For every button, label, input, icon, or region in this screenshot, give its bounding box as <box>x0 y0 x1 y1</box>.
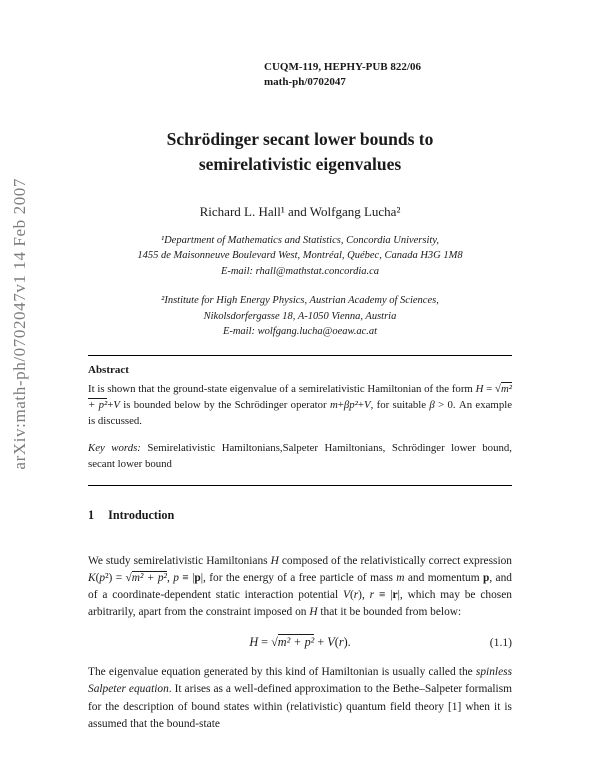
affiliation-1 <box>88 233 512 280</box>
divider-top <box>88 355 512 356</box>
section-number: 1 <box>88 507 95 522</box>
abstract-heading: Abstract <box>88 364 129 377</box>
keywords-line: Key words: Semirelativistic Hamiltonians,Salpeter Hamiltonians, Schrödinger lower bound, secant lower bound <box>88 441 512 470</box>
authors-line: Richard L. Hall¹ and Wolfgang Lucha² <box>199 203 401 219</box>
arxiv-id: math-ph/0702047 <box>264 76 346 89</box>
paper-content <box>88 60 512 744</box>
arxiv-watermark: arXiv:math-ph/0702047v1 14 Feb 2007 <box>10 178 29 470</box>
divider-section <box>88 485 512 486</box>
affiliation-2-email: E-mail: wolfgang.lucha@oeaw.ac.at <box>222 326 378 338</box>
affiliation-2-address: Nikolsdorfergasse 18, A-1050 Vienna, Austria <box>203 310 397 322</box>
intro-paragraph-2: The eigenvalue equation generated by this kind of Hamiltonian is usually called the spinless Salpeter equation. It arises as a well-defined approximation to the Bethe–Salpeter formalism for the description of bound states within (relativistic) quantum field theory [1] when it is assumed that the bound-state <box>88 666 512 730</box>
equation-1-1: H = √m² + p² + V(r). <box>249 635 351 650</box>
affiliation-1-address: 1455 de Maisonneuve Boulevard West, Montréal, Québec, Canada H3G 1M8 <box>137 250 463 262</box>
affiliation-2 <box>88 293 512 340</box>
report-number: CUQM-119, HEPHY-PUB 822/06 <box>264 61 421 73</box>
abstract-text: It is shown that the ground-state eigenvalue of a semirelativistic Hamiltonian of the form H = √m² + p²+V is bounded below by the Schrödinger operator m+βp²+V, for suitable β > 0. An example is discussed. <box>88 383 513 427</box>
section-heading-introduction <box>88 508 512 523</box>
paper-title-line1: Schrödinger secant lower bounds to <box>166 128 434 149</box>
paper-title <box>88 127 512 178</box>
preprint-identifiers <box>264 60 512 91</box>
equation-number: (1.1) <box>489 636 512 650</box>
affiliation-1-email: E-mail: rhall@mathstat.concordia.ca <box>220 266 380 278</box>
intro-paragraph-1: We study semirelativistic Hamiltonians H composed of the relativistically correct expression K(p²) = √m² + p², p ≡ |p|, for the energy of a free particle of mass m and momentum p, and of a coordinate-dependent static interaction potential V(r), r ≡ |r|, which may be chosen arbitrarily, apart from the constraint imposed on H that it be bounded from below: <box>88 554 512 619</box>
affiliation-1-name: ¹Department of Mathematics and Statistics, Concordia University, <box>160 234 440 246</box>
equation-1-1-row <box>88 635 512 650</box>
section-label: Introduction <box>108 507 175 522</box>
paper-title-line2: semirelativistic eigenvalues <box>198 154 402 175</box>
affiliation-2-name: ²Institute for High Energy Physics, Austrian Academy of Sciences, <box>161 294 439 306</box>
